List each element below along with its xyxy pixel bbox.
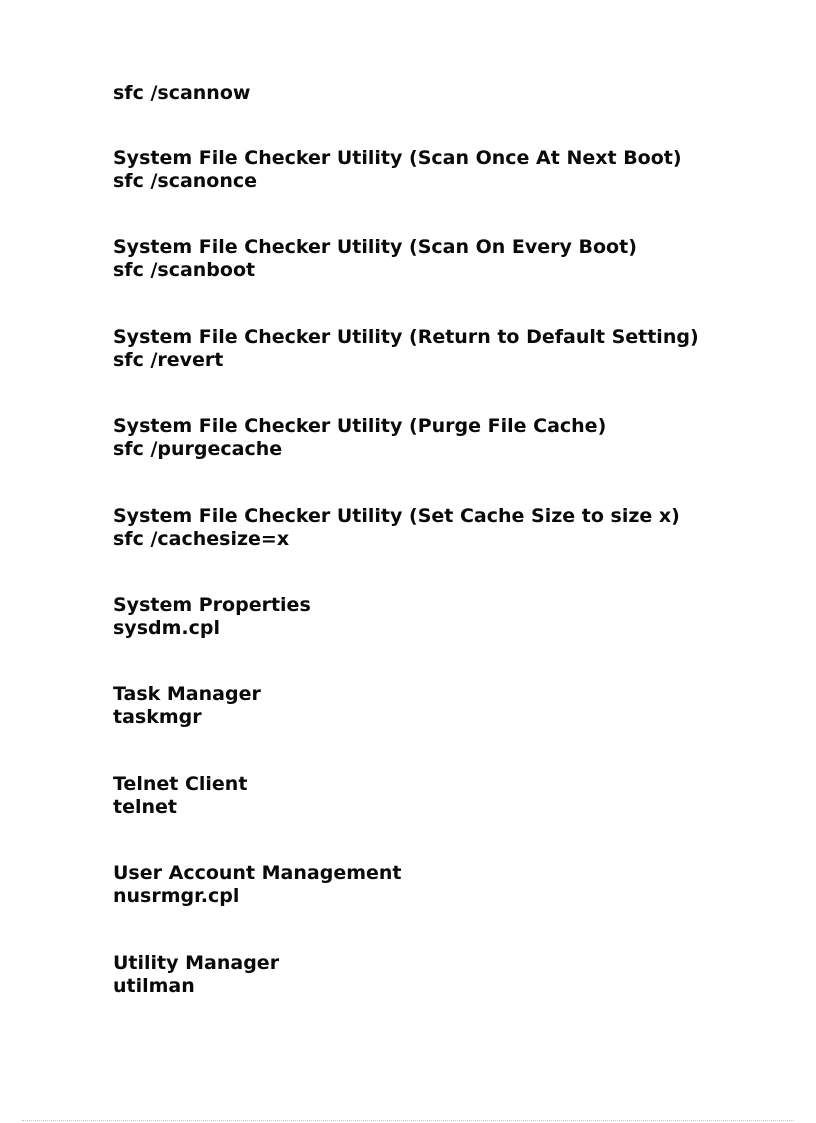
entry-command: sfc /scanonce xyxy=(113,170,258,192)
entry-command: sfc /purgecache xyxy=(113,438,283,461)
list-item xyxy=(113,326,793,415)
list-item xyxy=(113,505,793,594)
entry-title: Task Manager xyxy=(113,683,261,706)
entry-command: telnet xyxy=(113,795,177,818)
entry-command: utilman xyxy=(113,974,195,997)
page-divider xyxy=(22,1120,794,1121)
entry-command: sfc /scanboot xyxy=(113,259,256,282)
entry-title: User Account Management xyxy=(113,862,402,885)
list-item xyxy=(113,594,793,683)
entry-command: sfc /cachesize=x xyxy=(113,527,290,550)
entry-title: Telnet Client xyxy=(113,772,248,795)
list-item xyxy=(113,952,793,1041)
list-item xyxy=(113,773,793,862)
list-item xyxy=(113,147,793,236)
command-list xyxy=(113,147,793,1041)
entry-command: nusrmgr.cpl xyxy=(113,885,240,908)
entry-title: System Properties xyxy=(113,593,311,616)
entry-title: System File Checker Utility (Scan On Every Boot) xyxy=(113,236,637,259)
list-item xyxy=(113,415,793,504)
command-text: sfc /scannow xyxy=(113,82,251,104)
entry-command: sysdm.cpl xyxy=(113,616,220,639)
entry-title: System File Checker Utility (Return to Default Setting) xyxy=(113,325,699,348)
entry-command: sfc /revert xyxy=(113,348,224,371)
list-item xyxy=(113,236,793,325)
entry-command: taskmgr xyxy=(113,706,202,729)
entry-title: Utility Manager xyxy=(113,951,280,974)
list-item xyxy=(113,862,793,951)
entry-title: System File Checker Utility (Purge File Cache) xyxy=(113,415,607,438)
entry-title: System File Checker Utility (Set Cache Size to size x) xyxy=(113,504,680,527)
entry-title: System File Checker Utility (Scan Once At Next Boot) xyxy=(113,147,682,169)
list-item xyxy=(113,683,793,772)
